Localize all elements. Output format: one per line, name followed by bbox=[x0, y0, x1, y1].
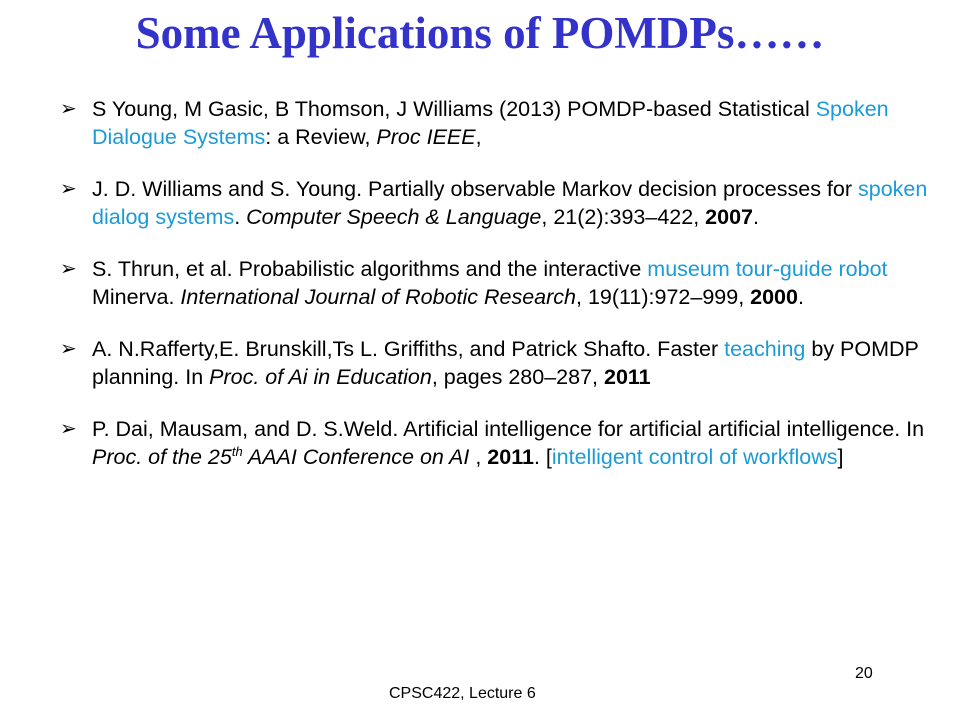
reference-segment: , bbox=[475, 125, 482, 149]
slide-title: Some Applications of POMDPs…… bbox=[135, 8, 825, 58]
page-number: 20 bbox=[855, 665, 873, 682]
reference-item bbox=[60, 95, 935, 151]
reference-segment: P. Dai, Mausam, and D. S.Weld. Artificial intelligence for artificial artificial intelligence. In bbox=[92, 417, 925, 441]
arrow-bullet-icon: ➢ bbox=[60, 258, 77, 280]
arrow-bullet-icon: ➢ bbox=[60, 418, 77, 440]
arrow-bullet-icon: ➢ bbox=[60, 338, 77, 360]
reference-text bbox=[92, 255, 935, 311]
reference-text bbox=[92, 175, 935, 231]
reference-text bbox=[92, 335, 935, 391]
highlighted-topic: Spoken Dialogue Systems bbox=[92, 97, 889, 149]
reference-segment: . bbox=[234, 205, 247, 229]
reference-segment: . bbox=[797, 285, 804, 309]
reference-segment: . bbox=[753, 205, 759, 229]
reference-segment: 2011 bbox=[604, 365, 651, 389]
reference-segment: S. Thrun, et al. Probabilistic algorithms and the interactive bbox=[92, 257, 648, 281]
reference-segment: 2000 bbox=[750, 285, 798, 309]
reference-segment: ] bbox=[837, 445, 844, 469]
reference-text bbox=[92, 95, 935, 151]
reference-item bbox=[60, 335, 935, 391]
highlighted-topic: intelligent control of workflows bbox=[551, 445, 838, 469]
reference-segment: Proc IEEE bbox=[376, 125, 476, 149]
reference-segment: 2007 bbox=[705, 205, 754, 229]
reference-segment: th bbox=[231, 443, 243, 459]
reference-segment: A. N.Rafferty,E. Brunskill,Ts L. Griffiths, and Patrick Shafto. Faster bbox=[92, 337, 725, 361]
reference-segment: , 21(2):393–422, bbox=[541, 205, 706, 229]
reference-segment: , bbox=[475, 445, 488, 469]
reference-segment: Proc. of Ai in Education bbox=[209, 365, 432, 389]
reference-segment: , pages 280–287, bbox=[431, 365, 604, 389]
reference-segment: . [ bbox=[533, 445, 552, 469]
reference-segment: : a Review, bbox=[265, 125, 377, 149]
arrow-bullet-icon: ➢ bbox=[60, 178, 77, 200]
highlighted-topic: teaching bbox=[724, 337, 806, 361]
reference-item bbox=[60, 175, 935, 231]
reference-text bbox=[92, 415, 935, 471]
reference-segment: Proc. of the 25 bbox=[92, 445, 232, 469]
reference-segment: 2011 bbox=[487, 445, 534, 469]
reference-list bbox=[60, 95, 935, 495]
reference-segment: J. D. Williams and S. Young. Partially observable Markov decision processes for bbox=[92, 177, 858, 201]
reference-segment: Minerva. bbox=[92, 285, 181, 309]
reference-segment: , 19(11):972–999, bbox=[576, 285, 751, 309]
reference-segment: International Journal of Robotic Research bbox=[180, 285, 577, 309]
highlighted-topic: spoken dialog systems bbox=[92, 177, 928, 229]
reference-segment: by POMDP planning. In bbox=[92, 337, 919, 389]
reference-segment: S Young, M Gasic, B Thomson, J Williams (2013) POMDP-based Statistical bbox=[92, 97, 816, 121]
arrow-bullet-icon: ➢ bbox=[60, 98, 77, 120]
slide-footer: CPSC422, Lecture 6 bbox=[389, 685, 536, 702]
reference-segment: Computer Speech & Language bbox=[246, 205, 542, 229]
reference-item bbox=[60, 255, 935, 311]
highlighted-topic: museum tour-guide robot bbox=[647, 257, 888, 281]
reference-segment: AAAI Conference on AI bbox=[242, 445, 476, 469]
reference-item bbox=[60, 415, 935, 471]
